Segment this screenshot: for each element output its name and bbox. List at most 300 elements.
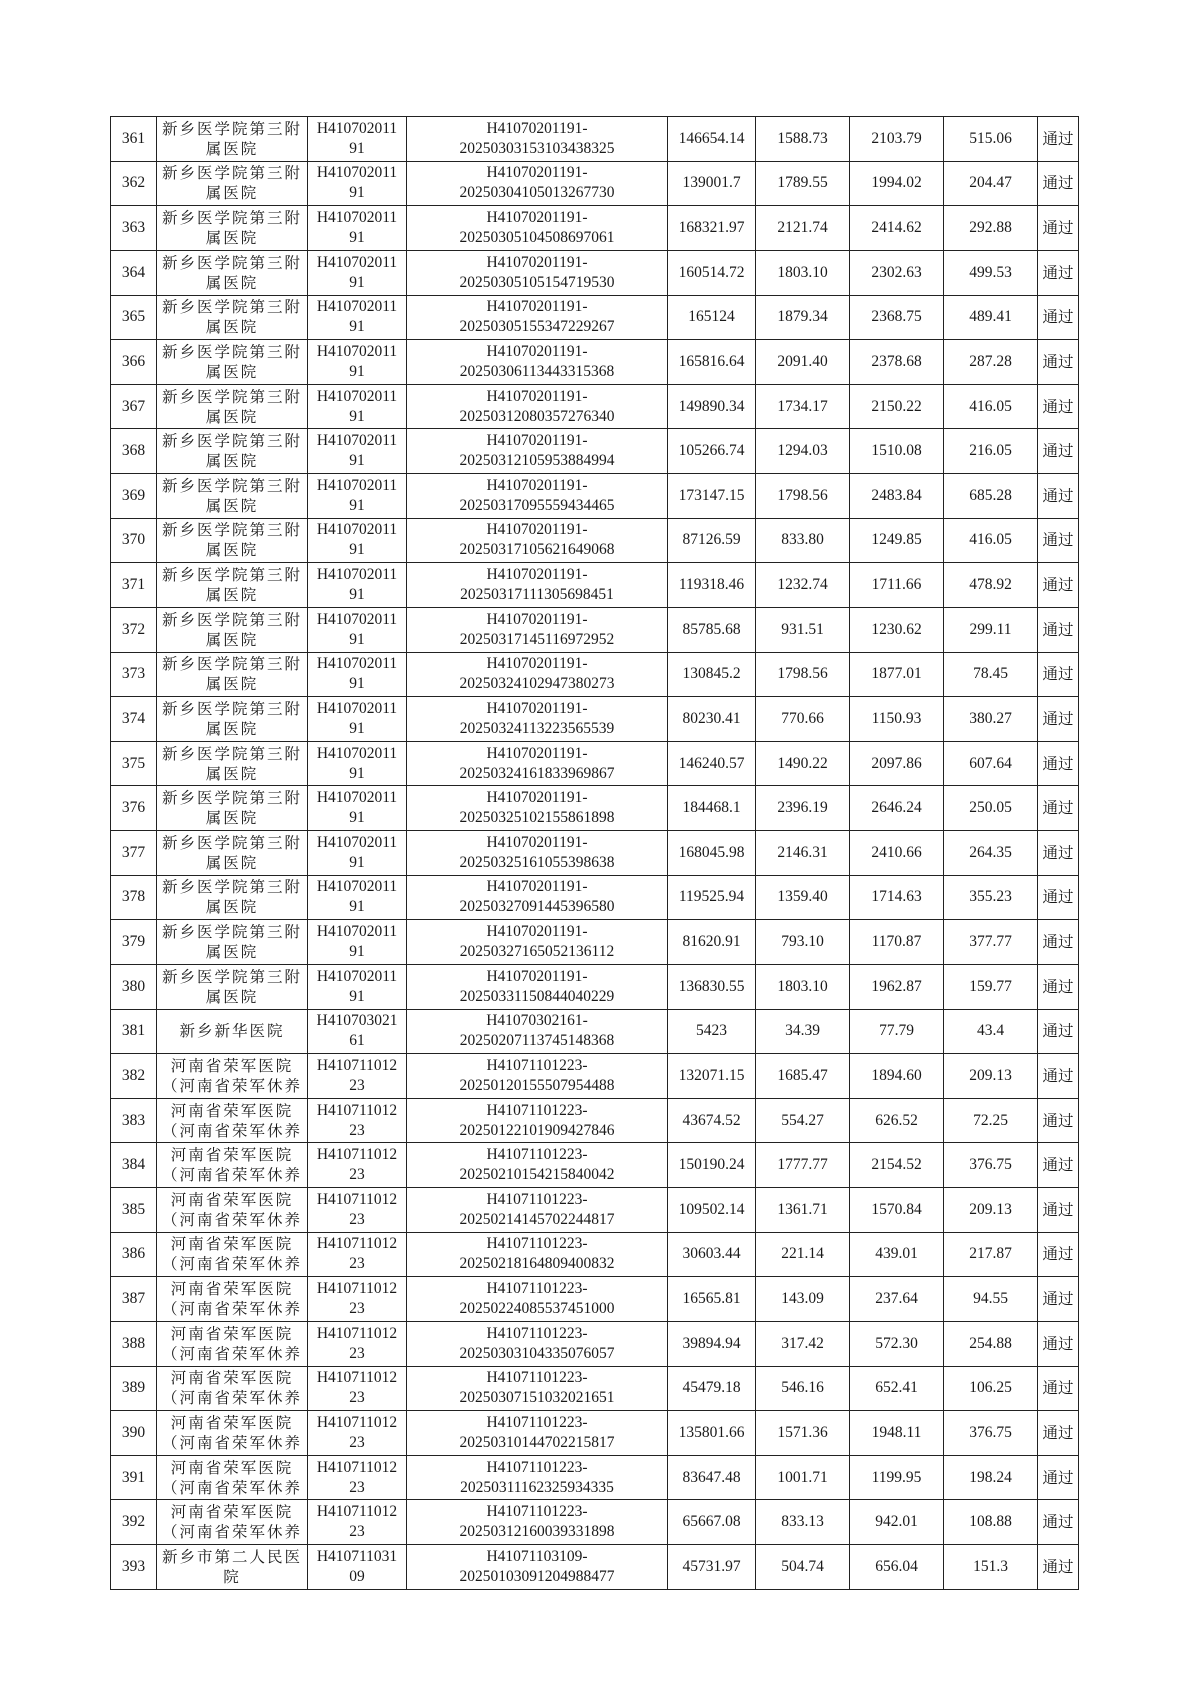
- institution-code-cell: [308, 831, 407, 876]
- result-cell: [1038, 340, 1079, 385]
- result-cell: [1038, 607, 1079, 652]
- value-2-cell: [850, 206, 944, 251]
- institution-code-line: H410711012: [316, 1324, 398, 1342]
- institution-code-line: 61: [349, 1032, 365, 1050]
- table-row: [111, 518, 1079, 563]
- total-amount: 80230.41: [682, 709, 741, 727]
- institution-code-line: 91: [349, 630, 365, 648]
- value-1-cell: [756, 518, 850, 563]
- institution-name-cell: [157, 384, 308, 429]
- difference: 217.87: [969, 1245, 1012, 1263]
- institution-code-line: H410702011: [316, 476, 398, 494]
- row-number: 379: [121, 933, 146, 951]
- settlement-id-cell: [407, 1277, 668, 1322]
- total-amount-cell: [668, 1054, 756, 1099]
- settlement-id-line: H41070201191-: [486, 655, 588, 673]
- result-status: 通过: [1042, 1334, 1074, 1353]
- institution-name-line: 新乡新华医院: [179, 1022, 285, 1041]
- table-row: [111, 1545, 1079, 1590]
- institution-name-cell: [157, 875, 308, 920]
- row-number: 369: [121, 486, 146, 504]
- row-number-cell: [111, 652, 157, 697]
- institution-code-line: H410711012: [316, 1369, 398, 1387]
- value-1-cell: [756, 161, 850, 206]
- institution-name-cell: [157, 1277, 308, 1322]
- row-number-cell: [111, 117, 157, 162]
- difference: 209.13: [969, 1066, 1012, 1084]
- settlement-id-line: 20250305155347229267: [459, 318, 615, 336]
- institution-code-line: H410702011: [316, 119, 398, 137]
- value-2: 1711.66: [871, 576, 922, 594]
- value-1-cell: [756, 1143, 850, 1188]
- table-row: [111, 340, 1079, 385]
- institution-name-cell: [157, 920, 308, 965]
- institution-name-line: 属医院: [205, 229, 259, 248]
- value-2: 1510.08: [871, 442, 922, 460]
- settlement-id-line: 20250210154215840042: [459, 1166, 615, 1184]
- total-amount: 85785.68: [682, 620, 741, 638]
- institution-code-cell: [308, 1054, 407, 1099]
- institution-code-cell: [308, 786, 407, 831]
- result-status: 通过: [1042, 1111, 1074, 1130]
- difference-cell: [944, 1098, 1038, 1143]
- value-2: 2103.79: [871, 129, 922, 147]
- table-row: [111, 697, 1079, 742]
- difference: 264.35: [969, 843, 1012, 861]
- institution-name-line: 新乡医学院第三附: [161, 699, 302, 718]
- value-1: 2121.74: [777, 219, 828, 237]
- institution-code-cell: [308, 206, 407, 251]
- total-amount: 168321.97: [678, 219, 745, 237]
- value-2: 2414.62: [871, 219, 922, 237]
- institution-code-line: 23: [349, 1166, 365, 1184]
- row-number: 365: [121, 308, 146, 326]
- settlement-id-cell: [407, 1545, 668, 1590]
- row-number: 367: [121, 397, 146, 415]
- value-1: 2396.19: [777, 799, 828, 817]
- value-2-cell: [850, 1411, 944, 1456]
- difference: 478.92: [969, 576, 1012, 594]
- value-1: 317.42: [781, 1334, 824, 1352]
- result-cell: [1038, 1232, 1079, 1277]
- row-number: 382: [121, 1066, 146, 1084]
- row-number: 374: [121, 709, 146, 727]
- institution-code-cell: [308, 1143, 407, 1188]
- value-2: 1877.01: [871, 665, 922, 683]
- total-amount: 130845.2: [682, 665, 741, 683]
- institution-code-line: H410711012: [316, 1190, 398, 1208]
- value-2-cell: [850, 474, 944, 519]
- institution-code-line: H410702011: [316, 744, 398, 762]
- table-row: [111, 1411, 1079, 1456]
- difference-cell: [944, 1545, 1038, 1590]
- institution-name-cell: [157, 429, 308, 474]
- institution-name-line: 河南省荣军医院: [170, 1101, 294, 1120]
- institution-name-line: 属医院: [205, 853, 259, 872]
- institution-code-cell: [308, 384, 407, 429]
- settlement-id-line: 20250312080357276340: [459, 407, 615, 425]
- difference-cell: [944, 161, 1038, 206]
- value-2: 1714.63: [871, 888, 922, 906]
- result-cell: [1038, 1411, 1079, 1456]
- institution-code-cell: [308, 920, 407, 965]
- institution-code-cell: [308, 1098, 407, 1143]
- row-number-cell: [111, 964, 157, 1009]
- value-1: 1798.56: [777, 665, 828, 683]
- row-number-cell: [111, 1098, 157, 1143]
- settlement-id-line: H41071103109-: [486, 1547, 588, 1565]
- result-cell: [1038, 1455, 1079, 1500]
- settlement-id-line: 20250331150844040229: [459, 987, 615, 1005]
- settlement-id-line: H41070201191-: [486, 209, 588, 227]
- total-amount-cell: [668, 250, 756, 295]
- settlement-id-line: 20250303104335076057: [459, 1344, 615, 1362]
- value-2-cell: [850, 161, 944, 206]
- institution-name-cell: [157, 250, 308, 295]
- institution-name-line: 新乡医学院第三附: [161, 298, 302, 317]
- row-number: 381: [121, 1022, 146, 1040]
- value-2-cell: [850, 786, 944, 831]
- institution-code-line: H410702011: [316, 566, 398, 584]
- total-amount: 109502.14: [678, 1200, 745, 1218]
- total-amount-cell: [668, 1321, 756, 1366]
- institution-code-line: H410711012: [316, 1101, 398, 1119]
- institution-code-cell: [308, 697, 407, 742]
- value-1-cell: [756, 340, 850, 385]
- settlement-id-line: 20250224085537451000: [459, 1300, 615, 1318]
- row-number-cell: [111, 697, 157, 742]
- institution-code-line: 91: [349, 853, 365, 871]
- institution-name-line: 属医院: [205, 987, 259, 1006]
- result-status: 通过: [1042, 263, 1074, 282]
- difference: 43.4: [976, 1022, 1005, 1040]
- settlement-id-line: H41070201191-: [486, 967, 588, 985]
- total-amount-cell: [668, 920, 756, 965]
- difference-cell: [944, 1009, 1038, 1054]
- settlement-id-line: 20250305105154719530: [459, 273, 615, 291]
- value-1: 931.51: [781, 620, 824, 638]
- value-1: 1803.10: [777, 977, 828, 995]
- row-number: 372: [121, 620, 146, 638]
- settlement-id-line: H41071101223-: [486, 1369, 588, 1387]
- difference: 607.64: [969, 754, 1012, 772]
- institution-name-line: 属医院: [205, 675, 259, 694]
- institution-code-line: 91: [349, 496, 365, 514]
- institution-code-line: 91: [349, 809, 365, 827]
- settlement-id-line: H41070201191-: [486, 342, 588, 360]
- row-number-cell: [111, 1455, 157, 1500]
- difference: 299.11: [969, 620, 1012, 638]
- settlement-id-cell: [407, 1411, 668, 1456]
- institution-code-line: H410702011: [316, 342, 398, 360]
- row-number: 371: [121, 576, 146, 594]
- institution-code-cell: [308, 1188, 407, 1233]
- value-2-cell: [850, 384, 944, 429]
- settlement-id-line: 20250327165052136112: [459, 943, 615, 961]
- institution-name-line: 新乡医学院第三附: [161, 566, 302, 585]
- row-number: 364: [121, 263, 146, 281]
- institution-code-line: 23: [349, 1300, 365, 1318]
- result-cell: [1038, 875, 1079, 920]
- value-2: 572.30: [875, 1334, 918, 1352]
- total-amount: 132071.15: [678, 1066, 745, 1084]
- institution-name-line: 新乡医学院第三附: [161, 164, 302, 183]
- institution-code-cell: [308, 563, 407, 608]
- difference-cell: [944, 295, 1038, 340]
- settlement-id-line: H41070201191-: [486, 833, 588, 851]
- total-amount: 30603.44: [682, 1245, 741, 1263]
- row-number: 361: [121, 129, 146, 147]
- difference: 355.23: [969, 888, 1012, 906]
- institution-code-cell: [308, 117, 407, 162]
- table-row: [111, 384, 1079, 429]
- institution-code-line: H410711012: [316, 1503, 398, 1521]
- difference: 209.13: [969, 1200, 1012, 1218]
- table-row: [111, 1054, 1079, 1099]
- value-2-cell: [850, 1054, 944, 1099]
- total-amount-cell: [668, 786, 756, 831]
- settlement-id-cell: [407, 340, 668, 385]
- institution-name-line: 河南省荣军医院: [170, 1190, 294, 1209]
- institution-name-line: 新乡医学院第三附: [161, 833, 302, 852]
- table-row: [111, 964, 1079, 1009]
- row-number: 378: [121, 888, 146, 906]
- value-1-cell: [756, 786, 850, 831]
- result-status: 通过: [1042, 1066, 1074, 1085]
- institution-name-cell: [157, 474, 308, 519]
- difference-cell: [944, 340, 1038, 385]
- institution-name-line: 新乡医学院第三附: [161, 253, 302, 272]
- result-cell: [1038, 1188, 1079, 1233]
- value-1: 1588.73: [777, 129, 828, 147]
- institution-code-cell: [308, 1321, 407, 1366]
- difference-cell: [944, 607, 1038, 652]
- result-cell: [1038, 786, 1079, 831]
- result-cell: [1038, 384, 1079, 429]
- settlement-id-line: 20250103091204988477: [459, 1567, 615, 1585]
- difference: 106.25: [969, 1379, 1012, 1397]
- institution-name-line: 属医院: [205, 586, 259, 605]
- difference: 499.53: [969, 263, 1012, 281]
- settlement-id-line: H41070201191-: [486, 699, 588, 717]
- total-amount: 150190.24: [678, 1156, 745, 1174]
- total-amount-cell: [668, 161, 756, 206]
- institution-name-cell: [157, 1054, 308, 1099]
- result-status: 通过: [1042, 352, 1074, 371]
- table-row: [111, 1366, 1079, 1411]
- settlement-id-line: 20250310144702215817: [459, 1433, 615, 1451]
- institution-code-line: H410703021: [316, 1012, 398, 1030]
- difference-cell: [944, 518, 1038, 563]
- value-2: 656.04: [875, 1557, 918, 1575]
- institution-code-line: H410702011: [316, 833, 398, 851]
- value-2: 2378.68: [871, 352, 922, 370]
- institution-code-line: 91: [349, 675, 365, 693]
- value-1-cell: [756, 607, 850, 652]
- value-1: 2091.40: [777, 352, 828, 370]
- value-1-cell: [756, 1500, 850, 1545]
- institution-name-line: 新乡医学院第三附: [161, 610, 302, 629]
- result-cell: [1038, 1277, 1079, 1322]
- value-1: 1777.77: [777, 1156, 828, 1174]
- value-1-cell: [756, 474, 850, 519]
- institution-code-line: H410702011: [316, 878, 398, 896]
- institution-name-line: （河南省荣军休养: [161, 1344, 302, 1363]
- institution-name-line: 新乡医学院第三附: [161, 744, 302, 763]
- difference: 685.28: [969, 486, 1012, 504]
- result-cell: [1038, 1545, 1079, 1590]
- total-amount-cell: [668, 429, 756, 474]
- value-1-cell: [756, 1009, 850, 1054]
- result-cell: [1038, 1054, 1079, 1099]
- institution-name-line: 新乡市第二人民医: [161, 1547, 302, 1566]
- institution-name-line: 河南省荣军医院: [170, 1235, 294, 1254]
- result-status: 通过: [1042, 442, 1074, 461]
- institution-code-cell: [308, 295, 407, 340]
- settlement-id-line: 20250218164809400832: [459, 1255, 615, 1273]
- difference: 416.05: [969, 531, 1012, 549]
- total-amount: 83647.48: [682, 1468, 741, 1486]
- total-amount-cell: [668, 1277, 756, 1322]
- settlement-id-line: 20250324161833969867: [459, 764, 615, 782]
- institution-name-line: 新乡医学院第三附: [161, 967, 302, 986]
- institution-code-cell: [308, 429, 407, 474]
- settlement-id-line: H41071101223-: [486, 1458, 588, 1476]
- row-number-cell: [111, 429, 157, 474]
- institution-name-line: 属医院: [205, 184, 259, 203]
- institution-name-cell: [157, 1455, 308, 1500]
- institution-code-cell: [308, 741, 407, 786]
- value-2-cell: [850, 1098, 944, 1143]
- table-row: [111, 1009, 1079, 1054]
- total-amount: 160514.72: [678, 263, 745, 281]
- institution-code-cell: [308, 340, 407, 385]
- difference-cell: [944, 697, 1038, 742]
- institution-code-line: 23: [349, 1255, 365, 1273]
- result-cell: [1038, 1143, 1079, 1188]
- settlement-id-line: H41071101223-: [486, 1413, 588, 1431]
- result-cell: [1038, 295, 1079, 340]
- institution-code-cell: [308, 161, 407, 206]
- institution-code-line: 23: [349, 1344, 365, 1362]
- value-1: 34.39: [785, 1022, 820, 1040]
- value-1-cell: [756, 295, 850, 340]
- settlement-id-line: H41071101223-: [486, 1235, 588, 1253]
- difference-cell: [944, 384, 1038, 429]
- row-number: 375: [121, 754, 146, 772]
- settlement-id-cell: [407, 964, 668, 1009]
- institution-name-line: 新乡医学院第三附: [161, 342, 302, 361]
- row-number-cell: [111, 1500, 157, 1545]
- settlement-id-line: 20250324113223565539: [459, 719, 615, 737]
- row-number-cell: [111, 1188, 157, 1233]
- value-1: 833.80: [781, 531, 824, 549]
- value-2-cell: [850, 1232, 944, 1277]
- row-number: 393: [121, 1557, 146, 1575]
- settlement-id-line: H41071101223-: [486, 1503, 588, 1521]
- settlement-id-cell: [407, 741, 668, 786]
- value-2: 1249.85: [871, 531, 922, 549]
- value-1-cell: [756, 250, 850, 295]
- settlement-id-cell: [407, 831, 668, 876]
- table-row: [111, 563, 1079, 608]
- settlement-id-line: H41070201191-: [486, 476, 588, 494]
- difference: 376.75: [969, 1423, 1012, 1441]
- value-2-cell: [850, 518, 944, 563]
- institution-code-line: H410702011: [316, 655, 398, 673]
- total-amount: 16565.81: [682, 1290, 741, 1308]
- institution-code-line: H410702011: [316, 521, 398, 539]
- institution-name-cell: [157, 117, 308, 162]
- result-status: 通过: [1042, 843, 1074, 862]
- institution-name-line: （河南省荣军休养: [161, 1255, 302, 1274]
- result-cell: [1038, 1366, 1079, 1411]
- value-2-cell: [850, 295, 944, 340]
- result-cell: [1038, 1321, 1079, 1366]
- value-2: 2097.86: [871, 754, 922, 772]
- institution-code-cell: [308, 250, 407, 295]
- value-1-cell: [756, 1545, 850, 1590]
- value-1: 1001.71: [777, 1468, 828, 1486]
- row-number: 377: [121, 843, 146, 861]
- row-number: 392: [121, 1513, 146, 1531]
- result-cell: [1038, 161, 1079, 206]
- institution-name-line: 新乡医学院第三附: [161, 878, 302, 897]
- row-number-cell: [111, 250, 157, 295]
- institution-code-cell: [308, 875, 407, 920]
- value-1: 1879.34: [777, 308, 828, 326]
- difference-cell: [944, 786, 1038, 831]
- result-cell: [1038, 831, 1079, 876]
- difference-cell: [944, 964, 1038, 1009]
- total-amount: 149890.34: [678, 397, 745, 415]
- difference: 489.41: [969, 308, 1012, 326]
- data-table: [110, 116, 1079, 1590]
- institution-name-cell: [157, 206, 308, 251]
- value-1-cell: [756, 429, 850, 474]
- institution-name-line: 属医院: [205, 318, 259, 337]
- value-2-cell: [850, 652, 944, 697]
- difference-cell: [944, 250, 1038, 295]
- institution-name-cell: [157, 831, 308, 876]
- settlement-id-line: H41071101223-: [486, 1190, 588, 1208]
- table-row: [111, 474, 1079, 519]
- value-2: 942.01: [875, 1513, 918, 1531]
- settlement-id-cell: [407, 1232, 668, 1277]
- table-row: [111, 1455, 1079, 1500]
- institution-name-line: 河南省荣军医院: [170, 1369, 294, 1388]
- settlement-id-line: H41071101223-: [486, 1101, 588, 1119]
- institution-code-cell: [308, 474, 407, 519]
- institution-code-line: 91: [349, 273, 365, 291]
- total-amount: 119318.46: [678, 576, 745, 594]
- row-number-cell: [111, 161, 157, 206]
- settlement-id-cell: [407, 607, 668, 652]
- institution-name-line: 院: [223, 1567, 241, 1586]
- difference-cell: [944, 1188, 1038, 1233]
- value-1: 1490.22: [777, 754, 828, 772]
- result-status: 通过: [1042, 1290, 1074, 1309]
- result-status: 通过: [1042, 799, 1074, 818]
- value-2: 2302.63: [871, 263, 922, 281]
- institution-code-line: H410702011: [316, 209, 398, 227]
- value-2: 626.52: [875, 1111, 918, 1129]
- institution-code-line: H410711012: [316, 1458, 398, 1476]
- institution-code-cell: [308, 1366, 407, 1411]
- total-amount-cell: [668, 1009, 756, 1054]
- total-amount-cell: [668, 1232, 756, 1277]
- settlement-id-cell: [407, 1143, 668, 1188]
